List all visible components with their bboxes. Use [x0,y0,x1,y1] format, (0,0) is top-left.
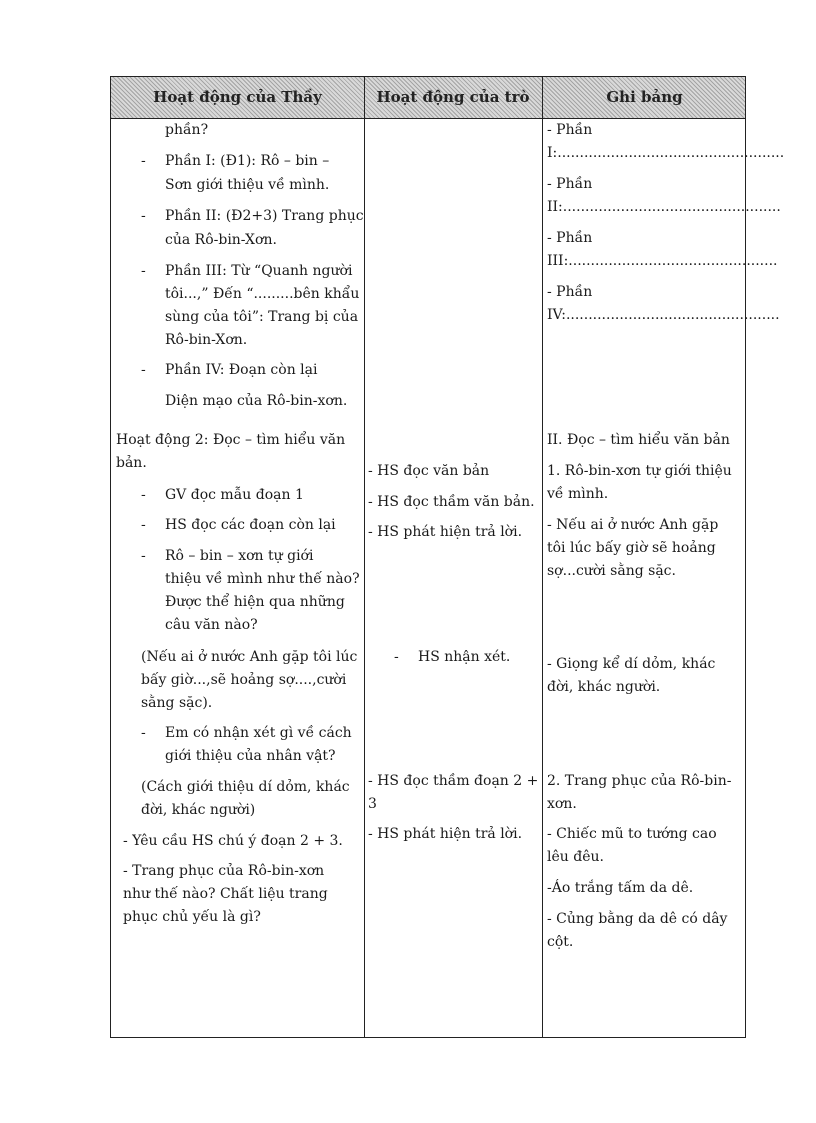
board-text-line: IV:................................................ [547,307,780,323]
board-text-line: sợ...cười sằng sặc. [547,563,676,579]
teacher-text-line: GV đọc mẫu đoạn 1 [165,487,304,503]
bullet-dash: - [141,208,146,224]
board-text-line: III:............................................... [547,253,778,269]
board-subheading: về mình. [547,486,609,502]
teacher-text-line: như thế nào? Chất liệu trang [123,886,328,902]
bullet-dash: - [141,725,146,741]
teacher-text-line: Diện mạo của Rô-bin-xơn. [165,393,348,409]
teacher-text-line: Sơn giới thiệu về mình. [165,177,330,193]
teacher-text-line: - Trang phục của Rô-bin-xơn [123,863,325,879]
board-text-line: -Áo trắng tấm da dê. [547,880,694,896]
student-text-line: - HS phát hiện trả lời. [368,826,523,842]
student-text-line: 3 [368,796,377,812]
board-text-line: - Phần [547,230,593,246]
board-text-line: II:................................................. [547,199,781,215]
teacher-text-line: sùng của tôi”: Trang bị của [165,309,359,325]
header-board-notes: Ghi bảng [606,88,683,106]
board-text-line: - Chiếc mũ to tướng cao [547,826,717,842]
teacher-text-line: câu văn nào? [165,617,258,633]
teacher-text-line: Được thể hiện qua những [165,594,345,610]
bullet-dash: - [141,487,146,503]
board-heading: II. Đọc – tìm hiểu văn bản [547,432,730,448]
student-activity-column [364,119,542,1038]
student-text-line: HS nhận xét. [418,649,511,665]
teacher-text-line: phục chủ yếu là gì? [123,909,261,925]
teacher-answer-line: đời, khác người) [141,802,256,818]
bullet-dash: - [394,649,399,665]
teacher-answer-line: sằng sặc). [141,695,213,711]
board-text-line: - Giọng kể dí dỏm, khác [547,656,716,672]
teacher-text-line: Rô-bin-Xơn. [165,332,248,348]
board-subheading: 2. Trang phục của Rô-bin- [547,773,732,789]
board-text-line: - Phần [547,176,593,192]
teacher-text-line: Phần I: (Đ1): Rô – bin – [165,153,330,169]
teacher-text-line: phần? [165,122,209,138]
board-text-line: - Củng bằng da dê có dây [547,911,728,927]
teacher-text-line: Phần III: Từ “Quanh người [165,263,353,279]
table-header-row [111,77,745,119]
board-notes-column [542,119,785,1038]
bullet-dash: - [141,362,146,378]
bullet-dash: - [141,263,146,279]
teacher-text-line: Rô – bin – xơn tự giới [165,548,314,564]
bullet-dash: - [141,517,146,533]
lesson-table [110,76,785,1038]
board-subheading: xơn. [547,796,577,812]
board-text-line: - Phần [547,122,593,138]
board-text-line: - Nếu ai ở nước Anh gặp [547,517,719,533]
teacher-text-line: HS đọc các đoạn còn lại [165,517,336,533]
teacher-text-line: - Yêu cầu HS chú ý đoạn 2 + 3. [123,833,343,849]
bullet-dash: - [141,153,146,169]
student-text-line: - HS đọc thầm đoạn 2 + [368,773,539,789]
board-subheading: 1. Rô-bin-xơn tự giới thiệu [547,463,732,479]
teacher-answer-line: bấy giờ...,sẽ hoảng sợ....,cười [141,672,347,688]
student-text-line: - HS phát hiện trả lời. [368,524,523,540]
board-text-line: lêu đêu. [547,849,604,865]
activity-2-heading: bản. [116,455,147,471]
teacher-answer-line: (Nếu ai ở nước Anh gặp tôi lúc [141,649,358,665]
teacher-text-line: Phần II: (Đ2+3) Trang phục [165,208,364,224]
activity-2-heading: Hoạt động 2: Đọc – tìm hiểu văn [116,432,346,448]
board-text-line: tôi lúc bấy giờ sẽ hoảng [547,540,716,556]
teacher-text-line: tôi...,” Đến “.........bên khẩu [165,286,360,302]
board-text-line: I:................................................... [547,145,785,161]
teacher-answer-line: (Cách giới thiệu dí dỏm, khác [141,779,350,795]
board-text-line: đời, khác người. [547,679,661,695]
student-text-line: - HS đọc văn bản [368,463,490,479]
header-student-activity: Hoạt động của trò [376,88,530,106]
teacher-text-line: thiệu về mình như thế nào? [165,571,360,587]
board-text-line: cột. [547,934,574,950]
student-text-line: - HS đọc thầm văn bản. [368,494,535,510]
teacher-text-line: giới thiệu của nhân vật? [165,748,336,764]
teacher-text-line: Phần IV: Đoạn còn lại [165,362,318,378]
teacher-text-line: Em có nhận xét gì về cách [165,725,352,741]
teacher-text-line: của Rô-bin-Xơn. [165,232,277,248]
board-text-line: - Phần [547,284,593,300]
bullet-dash: - [141,548,146,564]
teacher-activity-column [111,119,364,1038]
header-teacher-activity: Hoạt động của Thầy [153,88,322,106]
